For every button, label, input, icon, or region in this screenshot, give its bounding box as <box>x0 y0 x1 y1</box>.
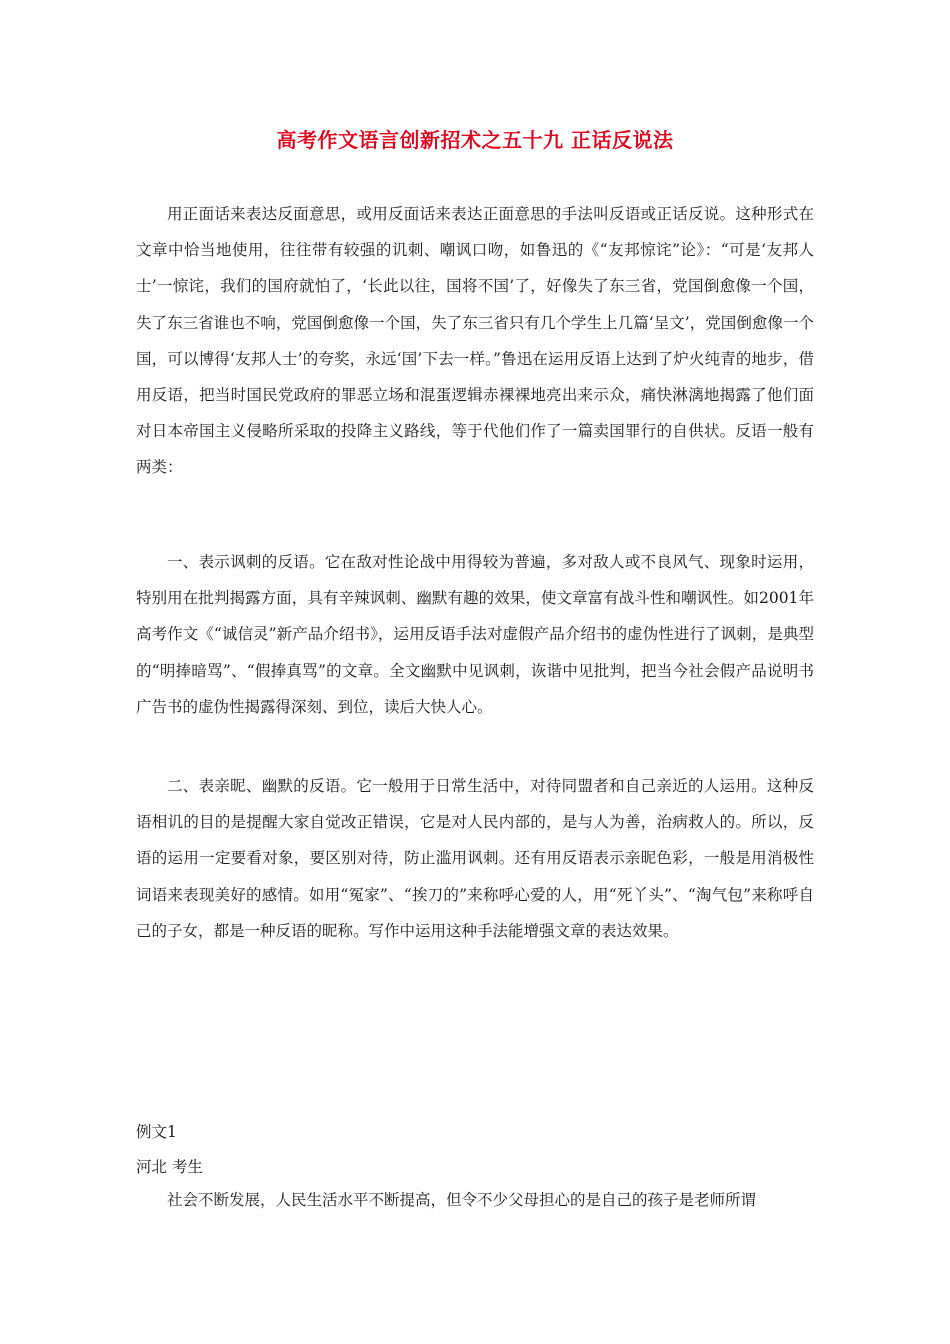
type-one-paragraph: 一、表示讽刺的反语。它在敌对性论战中用得较为普遍，多对敌人或不良风气、现象时运用，特别用在批判揭露方面，具有辛辣讽刺、幽默有趣的效果，使文章富有战斗性和嘲讽性。如2001年高考作文《“诚信灵”新产品介绍书》，运用反语手法对虚假产品介绍书的虚伪性进行了讽刺，是典型的“明捧暗骂”、“假捧真骂”的文章。全文幽默中见讽刺，诙谐中见批判，把当今社会假产品说明书广告书的虚伪性揭露得深刻、到位，读后大快人心。 <box>136 553 814 716</box>
example-label: 例文1 <box>136 1123 177 1141</box>
author-line: 河北 考生 <box>136 1158 203 1176</box>
type-two-paragraph: 二、表亲昵、幽默的反语。它一般用于日常生活中，对待同盟者和自己亲近的人运用。这种反语相讥的目的是提醒大家自觉改正错误，它是对人民内部的，是与人为善，治病救人的。所以，反语的运用一定要看对象，要区别对待，防止滥用讽刺。还有用反语表示亲昵色彩，一般是用消极性词语来表现美好的感情。如用“冤家”、“挨刀的”来称呼心爱的人，用“死丫头”、“淘气包”来称呼自己的子女，都是一种反语的昵称。写作中运用这种手法能增强文章的表达效果。 <box>136 777 814 940</box>
example-body-start: 社会不断发展，人民生活水平不断提高，但令不少父母担心的是自己的孩子是老师所谓 <box>167 1191 757 1209</box>
page-title: 高考作文语言创新招术之五十九 正话反说法 <box>276 128 674 152</box>
intro-paragraph: 用正面话来表达反面意思，或用反面话来表达正面意思的手法叫反语或正话反说。这种形式在文章中恰当地使用，往往带有较强的讥刺、嘲讽口吻，如鲁迅的《“友邦惊诧”论》：“可是‘友邦人士’一惊诧，我们的国府就怕了，‘长此以往，国将不国’了，好像失了东三省，党国倒愈像一个国，失了东三省谁也不响，党国倒愈像一个国，失了东三省只有几个学生上几篇‘呈文’，党国倒愈像一个国，可以博得‘友邦人士’的夸奖，永远‘国’下去一样。”鲁迅在运用反语上达到了炉火纯青的地步，借用反语，把当时国民党政府的罪恶立场和混蛋逻辑赤裸裸地亮出来示众，痛快淋漓地揭露了他们面对日本帝国主义侵略所采取的投降主义路线，等于代他们作了一篇卖国罪行的自供状。反语一般有两类： <box>136 205 814 477</box>
